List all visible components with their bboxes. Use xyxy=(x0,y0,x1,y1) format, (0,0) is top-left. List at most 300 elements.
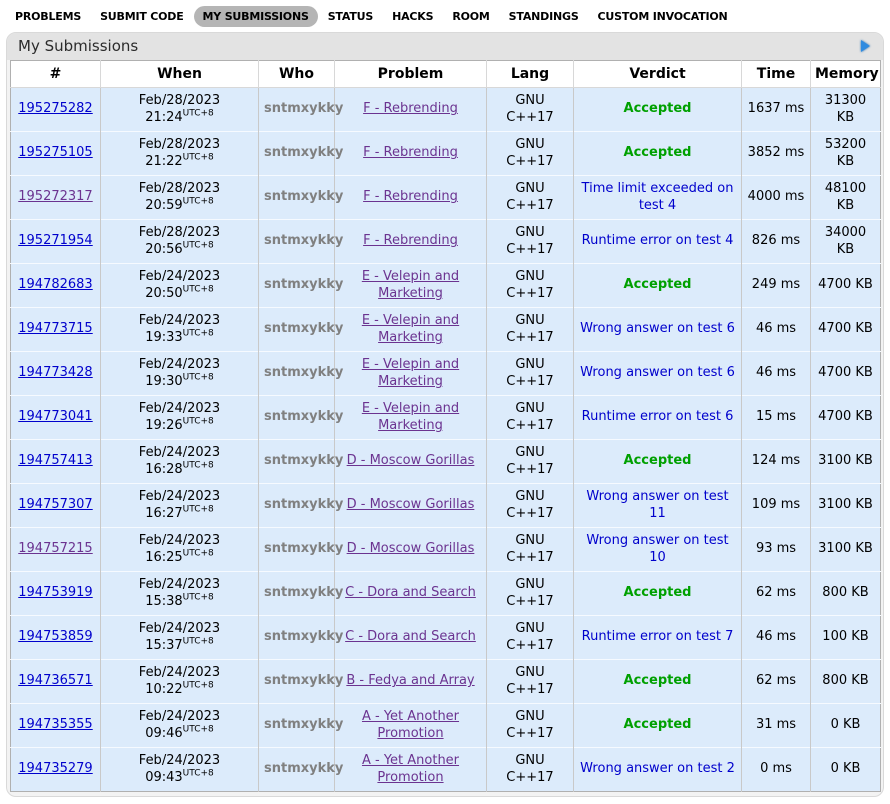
table-row xyxy=(11,308,881,352)
verdict-cell xyxy=(574,748,742,792)
lang-cell xyxy=(487,88,574,132)
verdict-link[interactable]: Wrong answer on test 2 xyxy=(580,761,735,777)
table-row xyxy=(11,572,881,616)
column-header-verdict: Verdict xyxy=(574,61,742,88)
verdict-accepted-label: Accepted xyxy=(623,145,692,161)
time-cell: 93 ms xyxy=(742,528,811,572)
lang-version: C++17 xyxy=(506,153,554,169)
lang-version: C++17 xyxy=(506,637,554,653)
submission-id-cell xyxy=(11,220,101,264)
lang-cell xyxy=(487,176,574,220)
submission-date: Feb/24/2023 xyxy=(138,357,221,373)
verdict-accepted-label: Accepted xyxy=(623,277,692,293)
problem-cell xyxy=(335,264,487,308)
when-cell xyxy=(101,660,259,704)
lang-version: C++17 xyxy=(506,593,554,609)
nav-item-status[interactable]: STATUS xyxy=(327,10,374,23)
verdict-accepted-label: Accepted xyxy=(623,585,692,601)
problem-link[interactable]: A - Yet Another Promotion xyxy=(361,753,460,785)
submission-id-cell xyxy=(11,352,101,396)
time-cell: 3852 ms xyxy=(742,132,811,176)
submission-time: $19:33^{UTC+8}$ xyxy=(145,328,214,345)
verdict-link[interactable]: Wrong answer on test 11 xyxy=(586,489,729,521)
table-row xyxy=(11,660,881,704)
submission-id-cell xyxy=(11,264,101,308)
submission-time: $20:56^{UTC+8}$ xyxy=(145,240,214,257)
lang-name: GNU xyxy=(515,577,545,593)
verdict-accepted-label: Accepted xyxy=(623,717,692,733)
participant-handle[interactable]: sntmxykky xyxy=(264,497,344,513)
nav-item-hacks[interactable]: HACKS xyxy=(392,10,434,23)
memory-cell: 31300 KB xyxy=(811,88,881,132)
lang-version: C++17 xyxy=(506,769,554,785)
participant-handle[interactable]: sntmxykky xyxy=(264,585,344,601)
memory-cell: 3100 KB xyxy=(811,528,881,572)
who-cell xyxy=(259,264,344,308)
utc-offset-label: UTC+8 xyxy=(182,416,214,427)
submission-date: Feb/28/2023 xyxy=(138,93,221,109)
lang-cell xyxy=(487,220,574,264)
column-header-problem: Problem xyxy=(335,61,487,88)
participant-handle[interactable]: sntmxykky xyxy=(264,409,344,425)
who-cell xyxy=(259,572,344,616)
lang-name: GNU xyxy=(515,137,545,153)
when-cell xyxy=(101,352,259,396)
who-cell xyxy=(259,132,344,176)
lang-version: C++17 xyxy=(506,285,554,301)
problem-link[interactable]: C - Dora and Search xyxy=(345,585,476,601)
submission-date: Feb/24/2023 xyxy=(138,445,221,461)
utc-offset-label: UTC+8 xyxy=(182,548,214,559)
when-cell xyxy=(101,440,259,484)
lang-version: C++17 xyxy=(506,373,554,389)
when-cell xyxy=(101,308,259,352)
problem-cell xyxy=(335,704,487,748)
table-row xyxy=(11,616,881,660)
time-cell: 46 ms xyxy=(742,352,811,396)
verdict-cell xyxy=(574,220,742,264)
table-row xyxy=(11,352,881,396)
memory-cell: 34000 KB xyxy=(811,220,881,264)
problem-link[interactable]: E - Velepin and Marketing xyxy=(361,313,460,345)
lang-version: C++17 xyxy=(506,417,554,433)
verdict-accepted-label: Accepted xyxy=(623,453,692,469)
lang-version: C++17 xyxy=(506,109,554,125)
table-row xyxy=(11,484,881,528)
submission-date: Feb/24/2023 xyxy=(138,313,221,329)
lang-name: GNU xyxy=(515,665,545,681)
memory-cell: 0 KB xyxy=(811,748,881,792)
submission-id-link[interactable]: 194753859 xyxy=(18,629,93,645)
time-cell: 15 ms xyxy=(742,396,811,440)
table-row xyxy=(11,132,881,176)
nav-item-standings[interactable]: STANDINGS xyxy=(508,10,579,23)
submission-time: $19:26^{UTC+8}$ xyxy=(145,416,214,433)
lang-name: GNU xyxy=(515,401,545,417)
lang-version: C++17 xyxy=(506,505,554,521)
when-cell xyxy=(101,572,259,616)
lang-cell xyxy=(487,440,574,484)
submission-date: Feb/24/2023 xyxy=(138,709,221,725)
submission-id-cell xyxy=(11,748,101,792)
submission-time: $20:59^{UTC+8}$ xyxy=(145,196,214,213)
lang-cell xyxy=(487,572,574,616)
time-cell: 1637 ms xyxy=(742,88,811,132)
verdict-cell xyxy=(574,352,742,396)
verdict-link[interactable]: Wrong answer on test 6 xyxy=(580,321,735,337)
submission-id-cell xyxy=(11,572,101,616)
verdict-cell xyxy=(574,308,742,352)
time-cell: 249 ms xyxy=(742,264,811,308)
utc-offset-label: UTC+8 xyxy=(182,284,214,295)
memory-cell: 4700 KB xyxy=(811,264,881,308)
table-row xyxy=(11,440,881,484)
submission-id-link[interactable]: 194753919 xyxy=(18,585,93,601)
when-cell xyxy=(101,484,259,528)
participant-handle[interactable]: sntmxykky xyxy=(264,233,344,249)
lang-cell xyxy=(487,616,574,660)
submission-date: Feb/24/2023 xyxy=(138,269,221,285)
lang-name: GNU xyxy=(515,181,545,197)
lang-name: GNU xyxy=(515,445,545,461)
table-row xyxy=(11,88,881,132)
submission-id-cell xyxy=(11,616,101,660)
submission-id-cell xyxy=(11,484,101,528)
problem-cell xyxy=(335,616,487,660)
who-cell xyxy=(259,308,344,352)
submission-id-cell xyxy=(11,176,101,220)
lang-cell xyxy=(487,484,574,528)
lang-name: GNU xyxy=(515,621,545,637)
submission-date: Feb/28/2023 xyxy=(138,225,221,241)
problem-cell xyxy=(335,572,487,616)
submission-date: Feb/24/2023 xyxy=(138,533,221,549)
submission-id-cell xyxy=(11,308,101,352)
submission-id-cell xyxy=(11,660,101,704)
participant-handle[interactable]: sntmxykky xyxy=(264,541,344,557)
submission-id-link[interactable]: 195272317 xyxy=(18,189,93,205)
verdict-accepted-label: Accepted xyxy=(623,673,692,689)
submission-date: Feb/28/2023 xyxy=(138,181,221,197)
when-cell xyxy=(101,616,259,660)
submission-id-link[interactable]: 194735355 xyxy=(18,717,93,733)
submission-id-link[interactable]: 194736571 xyxy=(18,673,93,689)
who-cell xyxy=(259,88,344,132)
collapse-toggle-arrow-icon[interactable] xyxy=(861,40,870,52)
nav-item-custom-invocation[interactable]: CUSTOM INVOCATION xyxy=(597,10,728,23)
utc-offset-label: UTC+8 xyxy=(182,680,214,691)
table-row xyxy=(11,748,881,792)
memory-cell: 48100 KB xyxy=(811,176,881,220)
lang-cell xyxy=(487,308,574,352)
lang-version: C++17 xyxy=(506,461,554,477)
problem-link[interactable]: E - Velepin and Marketing xyxy=(361,357,460,389)
submission-id-link[interactable]: 194757215 xyxy=(18,541,93,557)
participant-handle[interactable]: sntmxykky xyxy=(264,101,344,117)
verdict-link[interactable]: Runtime error on test 6 xyxy=(581,409,734,425)
utc-offset-label: UTC+8 xyxy=(182,768,214,779)
verdict-cell xyxy=(574,528,742,572)
submission-time: $10:22^{UTC+8}$ xyxy=(145,680,214,697)
lang-name: GNU xyxy=(515,489,545,505)
submission-date: Feb/24/2023 xyxy=(138,665,221,681)
memory-cell: 3100 KB xyxy=(811,484,881,528)
problem-link[interactable]: B - Fedya and Array xyxy=(346,673,475,689)
utc-offset-label: UTC+8 xyxy=(182,372,214,383)
problem-cell xyxy=(335,308,487,352)
verdict-cell xyxy=(574,176,742,220)
submissions-table xyxy=(10,60,881,792)
submission-id-cell xyxy=(11,396,101,440)
problem-cell xyxy=(335,484,487,528)
memory-cell: 800 KB xyxy=(811,660,881,704)
problem-link[interactable]: F - Rebrending xyxy=(363,101,458,117)
submission-date: Feb/28/2023 xyxy=(138,137,221,153)
time-cell: 46 ms xyxy=(742,616,811,660)
when-cell xyxy=(101,748,259,792)
utc-offset-label: UTC+8 xyxy=(182,196,214,207)
my-submissions-panel xyxy=(6,32,884,797)
lang-name: GNU xyxy=(515,93,545,109)
verdict-link[interactable]: Runtime error on test 4 xyxy=(581,233,734,249)
time-cell: 46 ms xyxy=(742,308,811,352)
table-row xyxy=(11,176,881,220)
participant-handle[interactable]: sntmxykky xyxy=(264,717,344,733)
lang-name: GNU xyxy=(515,709,545,725)
submission-time: $15:37^{UTC+8}$ xyxy=(145,636,214,653)
problem-link[interactable]: D - Moscow Gorillas xyxy=(346,541,475,557)
lang-version: C++17 xyxy=(506,681,554,697)
table-header-row xyxy=(11,61,881,88)
when-cell xyxy=(101,528,259,572)
problem-link[interactable]: C - Dora and Search xyxy=(345,629,476,645)
submission-time: $16:25^{UTC+8}$ xyxy=(145,548,214,565)
when-cell xyxy=(101,264,259,308)
participant-handle[interactable]: sntmxykky xyxy=(264,761,344,777)
submission-time: $09:43^{UTC+8}$ xyxy=(145,768,214,785)
nav-item-submit-code[interactable]: SUBMIT CODE xyxy=(100,10,184,23)
when-cell xyxy=(101,176,259,220)
who-cell xyxy=(259,396,344,440)
lang-version: C++17 xyxy=(506,549,554,565)
memory-cell: 100 KB xyxy=(811,616,881,660)
problem-link[interactable]: D - Moscow Gorillas xyxy=(346,453,475,469)
lang-version: C++17 xyxy=(506,241,554,257)
time-cell: 124 ms xyxy=(742,440,811,484)
problem-link[interactable]: E - Velepin and Marketing xyxy=(361,401,460,433)
submission-id-link[interactable]: 194757413 xyxy=(18,453,93,469)
submission-date: Feb/24/2023 xyxy=(138,753,221,769)
memory-cell: 4700 KB xyxy=(811,396,881,440)
column-header-lang: Lang xyxy=(487,61,574,88)
problem-link[interactable]: E - Velepin and Marketing xyxy=(361,269,460,301)
who-cell xyxy=(259,616,344,660)
lang-cell xyxy=(487,264,574,308)
participant-handle[interactable]: sntmxykky xyxy=(264,453,344,469)
participant-handle[interactable]: sntmxykky xyxy=(264,629,344,645)
submission-time: $09:46^{UTC+8}$ xyxy=(145,724,214,741)
submission-time: $21:22^{UTC+8}$ xyxy=(145,152,214,169)
problem-cell xyxy=(335,176,487,220)
participant-handle[interactable]: sntmxykky xyxy=(264,673,344,689)
utc-offset-label: UTC+8 xyxy=(182,240,214,251)
problem-cell xyxy=(335,396,487,440)
verdict-link[interactable]: Time limit exceeded on test 4 xyxy=(581,181,734,213)
lang-name: GNU xyxy=(515,313,545,329)
participant-handle[interactable]: sntmxykky xyxy=(264,321,344,337)
verdict-link[interactable]: Runtime error on test 7 xyxy=(581,629,734,645)
time-cell: 31 ms xyxy=(742,704,811,748)
table-row xyxy=(11,528,881,572)
utc-offset-label: UTC+8 xyxy=(182,460,214,471)
submission-id-link[interactable]: 194782683 xyxy=(18,277,93,293)
table-row xyxy=(11,264,881,308)
memory-cell: 4700 KB xyxy=(811,352,881,396)
when-cell xyxy=(101,132,259,176)
problem-cell xyxy=(335,660,487,704)
verdict-link[interactable]: Wrong answer on test 6 xyxy=(580,365,735,381)
verdict-link[interactable]: Wrong answer on test 10 xyxy=(586,533,729,565)
lang-version: C++17 xyxy=(506,725,554,741)
verdict-cell xyxy=(574,88,742,132)
verdict-cell xyxy=(574,660,742,704)
column-header-who: Who xyxy=(259,61,335,88)
table-row xyxy=(11,396,881,440)
lang-name: GNU xyxy=(515,225,545,241)
lang-name: GNU xyxy=(515,357,545,373)
problem-link[interactable]: F - Rebrending xyxy=(363,145,458,161)
submission-id-link[interactable]: 194735279 xyxy=(18,761,93,777)
submission-time: $21:24^{UTC+8}$ xyxy=(145,108,214,125)
column-header-when: When xyxy=(101,61,259,88)
verdict-cell xyxy=(574,616,742,660)
lang-cell xyxy=(487,748,574,792)
nav-item-my-submissions[interactable]: MY SUBMISSIONS xyxy=(194,6,318,27)
submission-time: $19:30^{UTC+8}$ xyxy=(145,372,214,389)
submissions-tbody xyxy=(11,88,881,792)
submission-id-link[interactable]: 195271954 xyxy=(18,233,93,249)
submission-id-cell xyxy=(11,88,101,132)
when-cell xyxy=(101,220,259,264)
lang-version: C++17 xyxy=(506,329,554,345)
memory-cell: 3100 KB xyxy=(811,440,881,484)
submission-id-link[interactable]: 194773041 xyxy=(18,409,93,425)
who-cell xyxy=(259,220,344,264)
problem-cell xyxy=(335,748,487,792)
table-row xyxy=(11,220,881,264)
submission-id-link[interactable]: 194773428 xyxy=(18,365,93,381)
who-cell xyxy=(259,704,344,748)
lang-cell xyxy=(487,704,574,748)
submission-time: $15:38^{UTC+8}$ xyxy=(145,592,214,609)
time-cell: 0 ms xyxy=(742,748,811,792)
participant-handle[interactable]: sntmxykky xyxy=(264,145,344,161)
participant-handle[interactable]: sntmxykky xyxy=(264,189,344,205)
submission-id-cell xyxy=(11,528,101,572)
verdict-cell xyxy=(574,132,742,176)
memory-cell: 4700 KB xyxy=(811,308,881,352)
problem-cell xyxy=(335,220,487,264)
page-title: My Submissions xyxy=(18,37,139,55)
utc-offset-label: UTC+8 xyxy=(182,724,214,735)
time-cell: 62 ms xyxy=(742,660,811,704)
utc-offset-label: UTC+8 xyxy=(182,108,214,119)
problem-cell xyxy=(335,528,487,572)
nav-item-problems[interactable]: PROBLEMS xyxy=(15,10,82,23)
submission-date: Feb/24/2023 xyxy=(138,401,221,417)
problem-link[interactable]: F - Rebrending xyxy=(363,189,458,205)
verdict-cell xyxy=(574,440,742,484)
submission-id-link[interactable]: 194757307 xyxy=(18,497,93,513)
who-cell xyxy=(259,660,344,704)
participant-handle[interactable]: sntmxykky xyxy=(264,365,344,381)
column-header-id: # xyxy=(11,61,101,88)
submission-id-link[interactable]: 194773715 xyxy=(18,321,93,337)
who-cell xyxy=(259,352,344,396)
lang-cell xyxy=(487,352,574,396)
submission-time: $16:28^{UTC+8}$ xyxy=(145,460,214,477)
verdict-cell xyxy=(574,396,742,440)
submission-date: Feb/24/2023 xyxy=(138,577,221,593)
nav-item-room[interactable]: ROOM xyxy=(452,10,490,23)
verdict-accepted-label: Accepted xyxy=(623,101,692,117)
submission-id-cell xyxy=(11,132,101,176)
lang-name: GNU xyxy=(515,533,545,549)
problem-link[interactable]: A - Yet Another Promotion xyxy=(361,709,460,741)
who-cell xyxy=(259,484,344,528)
lang-cell xyxy=(487,132,574,176)
lang-name: GNU xyxy=(515,269,545,285)
panel-caption xyxy=(6,32,884,60)
problem-cell xyxy=(335,132,487,176)
submission-id-link[interactable]: 195275282 xyxy=(18,101,93,117)
column-header-memory: Memory xyxy=(811,61,881,88)
lang-name: GNU xyxy=(515,753,545,769)
submission-id-link[interactable]: 195275105 xyxy=(18,145,93,161)
problem-link[interactable]: D - Moscow Gorillas xyxy=(346,497,475,513)
who-cell xyxy=(259,528,344,572)
utc-offset-label: UTC+8 xyxy=(182,592,214,603)
problem-cell xyxy=(335,88,487,132)
who-cell xyxy=(259,176,344,220)
submission-date: Feb/24/2023 xyxy=(138,621,221,637)
lang-version: C++17 xyxy=(506,197,554,213)
submission-time: $16:27^{UTC+8}$ xyxy=(145,504,214,521)
utc-offset-label: UTC+8 xyxy=(182,152,214,163)
participant-handle[interactable]: sntmxykky xyxy=(264,277,344,293)
time-cell: 826 ms xyxy=(742,220,811,264)
lang-cell xyxy=(487,528,574,572)
who-cell xyxy=(259,748,344,792)
problem-link[interactable]: F - Rebrending xyxy=(363,233,458,249)
memory-cell: 800 KB xyxy=(811,572,881,616)
lang-cell xyxy=(487,660,574,704)
time-cell: 4000 ms xyxy=(742,176,811,220)
verdict-cell xyxy=(574,264,742,308)
utc-offset-label: UTC+8 xyxy=(182,636,214,647)
when-cell xyxy=(101,704,259,748)
utc-offset-label: UTC+8 xyxy=(182,328,214,339)
memory-cell: 0 KB xyxy=(811,704,881,748)
verdict-cell xyxy=(574,572,742,616)
memory-cell: 53200 KB xyxy=(811,132,881,176)
time-cell: 109 ms xyxy=(742,484,811,528)
who-cell xyxy=(259,440,344,484)
time-cell: 62 ms xyxy=(742,572,811,616)
verdict-cell xyxy=(574,484,742,528)
column-header-time: Time xyxy=(742,61,811,88)
when-cell xyxy=(101,396,259,440)
